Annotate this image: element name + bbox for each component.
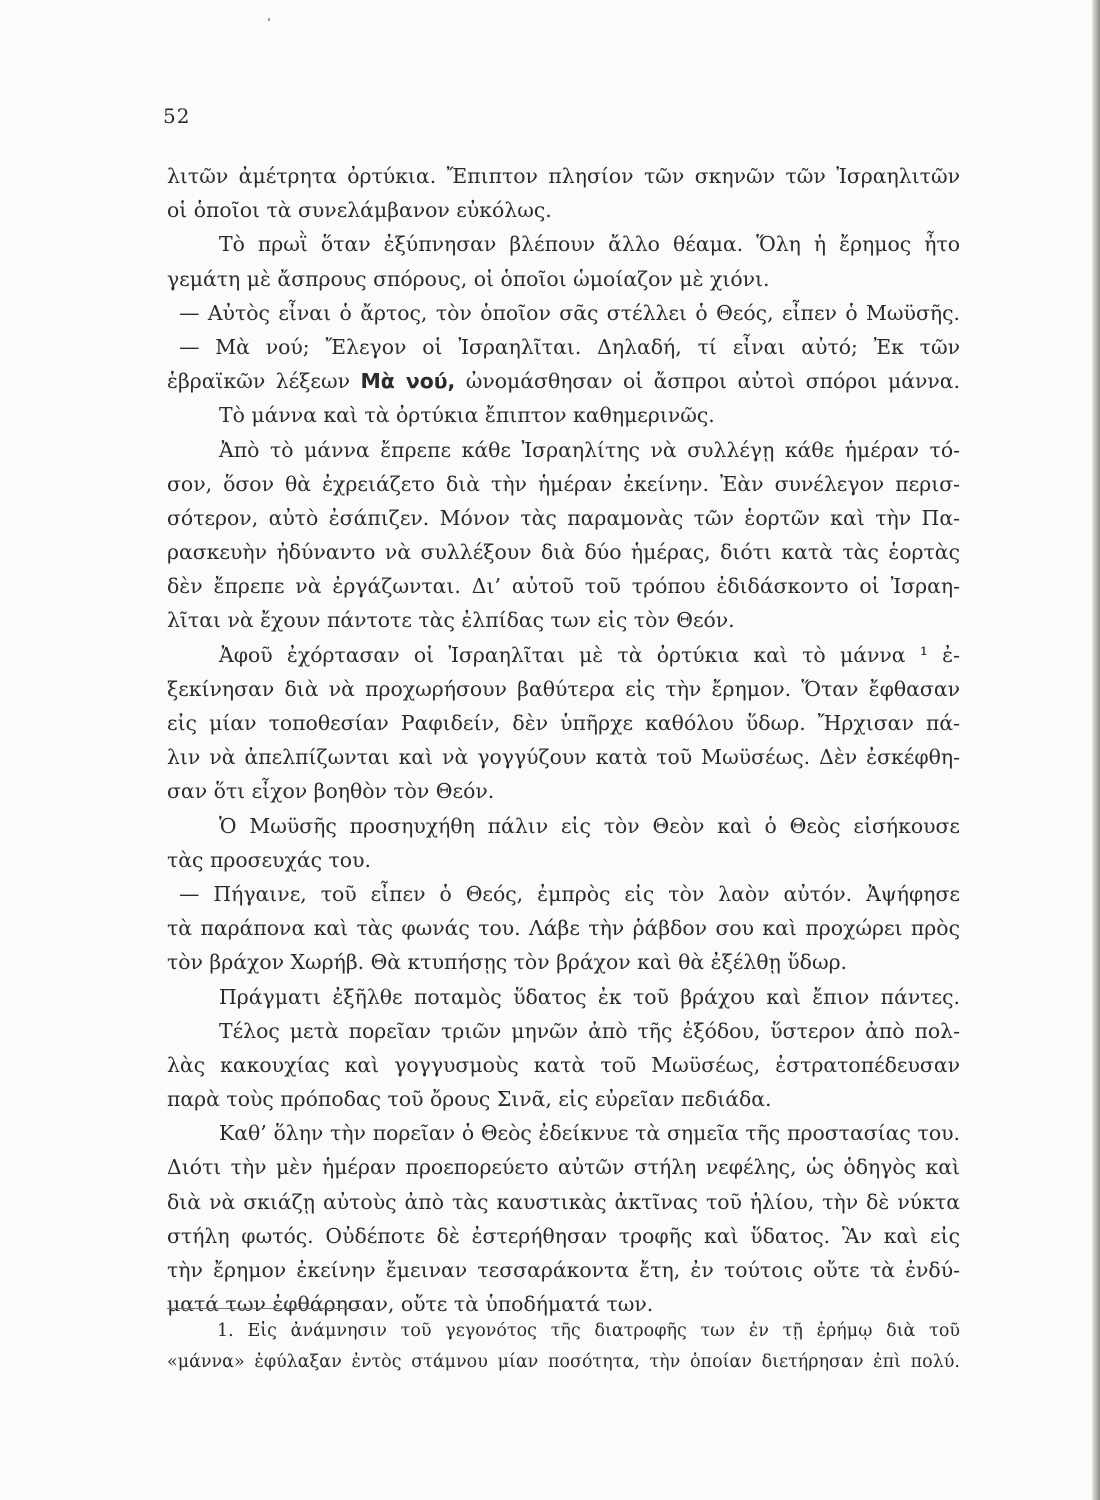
- text-line: Διότι τὴν μὲν ἡμέραν προεπορεύετο αὐτῶν στήλη νεφέλης, ὡς ὁδηγὸς καὶ: [167, 1155, 960, 1180]
- text-line: Ἀφοῦ ἐχόρτασαν οἱ Ἰσραηλῖται μὲ τὰ ὀρτύκια καὶ τὸ μάννα ¹ ἐ-: [219, 642, 960, 667]
- text-line: στήλη φωτός. Οὐδέποτε δὲ ἐστερήθησαν τροφῆς καὶ ὕδατος. Ἂν καὶ εἰς: [167, 1223, 960, 1248]
- footnote-divider: [167, 1308, 362, 1309]
- text-span: ὠνομάσθησαν οἱ ἄσπροι αὐτοὶ σπόροι μάννα.: [465, 369, 960, 394]
- text-line: οἱ ὁποῖοι τὰ συνελάμβανον εὐκόλως.: [167, 198, 552, 223]
- text-line: ξεκίνησαν διὰ νὰ προχωρήσουν βαθύτερα εἰς τὴν ἔρημον. Ὅταν ἔφθασαν: [167, 676, 960, 701]
- page-number: 52: [163, 104, 191, 128]
- bold-phrase: Μὰ νού,: [360, 369, 456, 394]
- text-line: Πράγματι ἐξῆλθε ποταμὸς ὕδατος ἐκ τοῦ βράχου καὶ ἔπιον πάντες.: [219, 984, 960, 1009]
- text-line: τὴν ἔρημον ἐκείνην ἔμειναν τεσσαράκοντα ἔτη, ἐν τούτοις οὔτε τὰ ἐνδύ-: [167, 1258, 960, 1282]
- text-line: λὰς κακουχίας καὶ γογγυσμοὺς κατὰ τοῦ Μωϋσέως, ἐστρατοπέδευσαν: [167, 1052, 960, 1077]
- footnote-line: «μάννα» ἐφύλαξαν ἐντὸς στάμνου μίαν ποσότητα, τὴν ὁποίαν διετήρησαν ἐπὶ πολύ.: [167, 1352, 960, 1372]
- text-line: Ἀπὸ τὸ μάννα ἔπρεπε κάθε Ἰσραηλίτης νὰ συλλέγῃ κάθε ἡμέραν τό-: [219, 437, 960, 462]
- text-line: σαν ὅτι εἶχον βοηθὸν τὸν Θεόν.: [167, 779, 495, 804]
- text-span: ἑβραϊκῶν λέξεων: [167, 369, 351, 394]
- footnote: [167, 1316, 960, 1378]
- text-line: ρασκευὴν ἠδύναντο νὰ συλλέξουν διὰ δύο ἡμέρας, διότι κατὰ τὰς ἑορτὰς: [167, 540, 960, 565]
- text-line: σότερον, αὐτὸ ἐσάπιζεν. Μόνον τὰς παραμονὰς τῶν ἑορτῶν καὶ τὴν Πα-: [167, 505, 960, 530]
- text-line: εἰς μίαν τοποθεσίαν Ραφιδείν, δὲν ὑπῆρχε καθόλου ὕδωρ. Ἤρχισαν πά-: [167, 711, 960, 735]
- text-line: Τέλος μετὰ πορεῖαν τριῶν μηνῶν ἀπὸ τῆς ἐξόδου, ὕστερον ἀπὸ πολ-: [219, 1018, 960, 1043]
- text-line: — Αὐτὸς εἶναι ὁ ἄρτος, τὸν ὁποῖον σᾶς στέλλει ὁ Θεός, εἶπεν ὁ Μωϋσῆς.: [179, 300, 960, 325]
- text-line: — Μὰ νού; Ἔλεγον οἱ Ἰσραηλῖται. Δηλαδή, τί εἶναι αὐτό; Ἐκ τῶν: [179, 334, 960, 359]
- text-line: τὰς προσευχάς του.: [167, 847, 371, 872]
- text-line: λῖται νὰ ἔχουν πάντοτε τὰς ἐλπίδας των εἰς τὸν Θεόν.: [167, 608, 735, 633]
- text-line: — Πήγαινε, τοῦ εἶπεν ὁ Θεός, ἐμπρὸς εἰς τὸν λαὸν αὐτόν. Ἀψήφησε: [179, 881, 960, 906]
- text-line: τὰ παράπονα καὶ τὰς φωνάς του. Λάβε τὴν ῥάβδον σου καὶ προχώρει πρὸς: [167, 916, 960, 941]
- text-line: λιν νὰ ἀπελπίζωνται καὶ νὰ γογγύζουν κατὰ τοῦ Μωϋσέως. Δὲν ἐσκέφθη-: [167, 745, 960, 770]
- text-line: λιτῶν ἀμέτρητα ὀρτύκια. Ἔπιπτον πλησίον τῶν σκηνῶν τῶν Ἰσραηλιτῶν: [167, 164, 960, 188]
- text-line: γεμάτη μὲ ἄσπρους σπόρους, οἱ ὁποῖοι ὡμοίαζον μὲ χιόνι.: [167, 266, 770, 291]
- text-line: Καθ’ ὅλην τὴν πορεῖαν ὁ Θεὸς ἐδείκνυε τὰ σημεῖα τῆς προστασίας του.: [219, 1121, 960, 1146]
- body-text: [167, 159, 960, 1321]
- text-line: [167, 364, 960, 398]
- text-line: διὰ νὰ σκιάζῃ αὐτοὺς ἀπὸ τὰς καυστικὰς ἀκτῖνας τοῦ ἡλίου, τὴν δὲ νύκτα: [167, 1189, 960, 1214]
- text-line: Τὸ μάννα καὶ τὰ ὀρτύκια ἔπιπτον καθημερινῶς.: [219, 403, 715, 428]
- paper-speck: [268, 18, 270, 21]
- text-line: σον, ὅσον θὰ ἐχρειάζετο διὰ τὴν ἡμέραν ἐκείνην. Ἐὰν συνέλεγον περισ-: [167, 471, 960, 496]
- text-line: ματά των ἐφθάρησαν, οὔτε τὰ ὑποδήματά των.: [167, 1292, 654, 1317]
- page-edge-shadow: [1092, 0, 1100, 1500]
- text-line: τὸν βράχον Χωρήβ. Θὰ κτυπήσῃς τὸν βράχον καὶ θὰ ἐξέλθῃ ὕδωρ.: [167, 950, 848, 975]
- text-line: Ὁ Μωϋσῆς προσηυχήθη πάλιν εἰς τὸν Θεὸν καὶ ὁ Θεὸς εἰσήκουσε: [219, 813, 960, 838]
- footnote-line: 1. Εἰς ἀνάμνησιν τοῦ γεγονότος τῆς διατροφῆς των ἐν τῇ ἐρήμῳ διὰ τοῦ: [217, 1321, 960, 1341]
- text-line: Τὸ πρωῒ ὅταν ἐξύπνησαν βλέπουν ἄλλο θέαμα. Ὅλη ἡ ἔρημος ἦτο: [219, 232, 960, 257]
- text-line: παρὰ τοὺς πρόποδας τοῦ ὄρους Σινᾶ, εἰς εὐρεῖαν πεδιάδα.: [167, 1087, 772, 1112]
- text-line: δὲν ἔπρεπε νὰ ἐργάζωνται. Δι’ αὐτοῦ τοῦ τρόπου ἐδιδάσκοντο οἱ Ἰσραη-: [167, 574, 960, 599]
